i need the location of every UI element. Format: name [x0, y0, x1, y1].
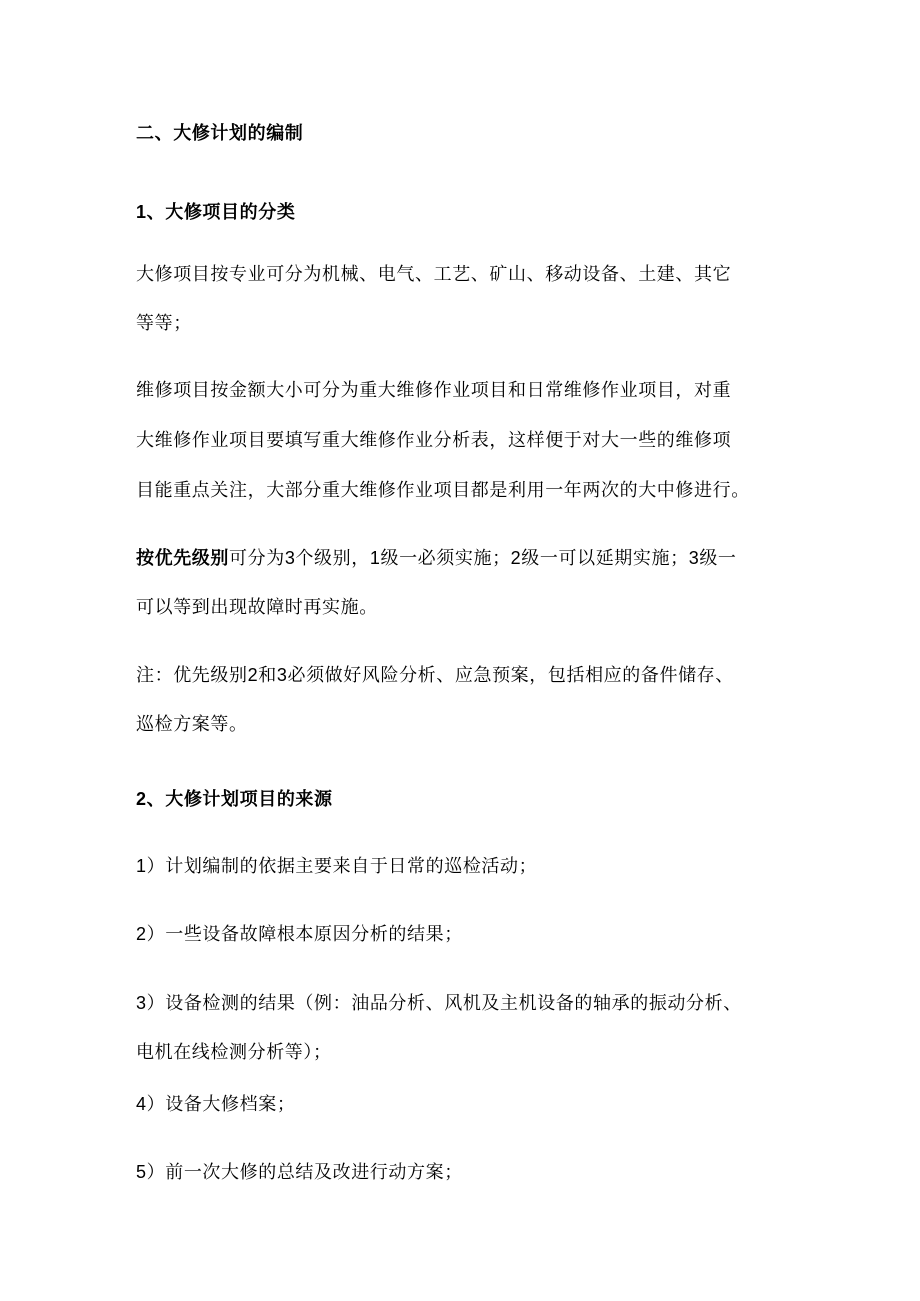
number: 1 — [369, 548, 381, 568]
list-number: 2 — [136, 924, 147, 944]
paragraph-line: 大修项目按专业可分为机械、电气、工艺、矿山、移动设备、土建、其它 — [136, 264, 732, 285]
list-item — [136, 1159, 463, 1186]
list-text: ）设备检测的结果（例：油品分析、风机及主机设备的轴承的振动分析、 — [146, 993, 742, 1014]
list-number: 1 — [136, 856, 147, 876]
list-number: 5 — [136, 1162, 147, 1182]
list-text: ）前一次大修的总结及改进行动方案； — [146, 1162, 463, 1183]
subsection-title-text: 、大修项目的分类 — [146, 202, 296, 223]
paragraph-line: 目能重点关注，大部分重大维修作业项目都是利用一年两次的大中修进行。 — [136, 480, 750, 501]
subsection-number: 1 — [136, 202, 147, 222]
emphasis-text: 按优先级别 — [136, 548, 229, 569]
list-item-continuation: 电机在线检测分析等）； — [136, 1042, 332, 1063]
number: 3 — [284, 548, 296, 568]
text-run: 注：优先级别 — [136, 665, 248, 686]
paragraph-line: 大维修作业项目要填写重大维修作业分析表，这样便于对大一些的维修项 — [136, 430, 732, 451]
paragraph-line: 可以等到出现故障时再实施。 — [136, 597, 378, 618]
paragraph-line: 巡检方案等。 — [136, 714, 248, 735]
list-item — [136, 921, 463, 948]
number: 2 — [510, 548, 522, 568]
subsection-title-2 — [136, 786, 333, 813]
list-text: ）一些设备故障根本原因分析的结果； — [146, 924, 463, 945]
section-title: 二、大修计划的编制 — [136, 123, 304, 144]
paragraph-line: 维修项目按金额大小可分为重大维修作业项目和日常维修作业项目，对重 — [136, 380, 732, 401]
text-run: 级一 — [699, 548, 737, 569]
subsection-title-1 — [136, 199, 295, 226]
subsection-title-text: 、大修计划项目的来源 — [146, 789, 333, 810]
text-run: 级一可以延期实施； — [521, 548, 689, 569]
text-run: 和 — [258, 665, 277, 686]
paragraph-line — [136, 662, 734, 689]
text-run: 级一必须实施； — [380, 548, 511, 569]
list-text: ）设备大修档案； — [146, 1094, 296, 1115]
list-item — [136, 990, 742, 1017]
paragraph-line — [136, 545, 737, 572]
number: 3 — [276, 665, 288, 685]
text-run: 可分为 — [229, 548, 285, 569]
list-item — [136, 1091, 295, 1118]
list-item — [136, 853, 537, 880]
text-run: 个级别， — [295, 548, 370, 569]
list-number: 3 — [136, 993, 147, 1013]
number: 2 — [247, 665, 259, 685]
text-run: 必须做好风险分析、应急预案，包括相应的备件储存、 — [287, 665, 734, 686]
list-text: ）计划编制的依据主要来自于日常的巡检活动； — [146, 856, 538, 877]
subsection-number: 2 — [136, 789, 147, 809]
number: 3 — [688, 548, 700, 568]
paragraph-line: 等等； — [136, 313, 192, 334]
list-number: 4 — [136, 1094, 147, 1114]
